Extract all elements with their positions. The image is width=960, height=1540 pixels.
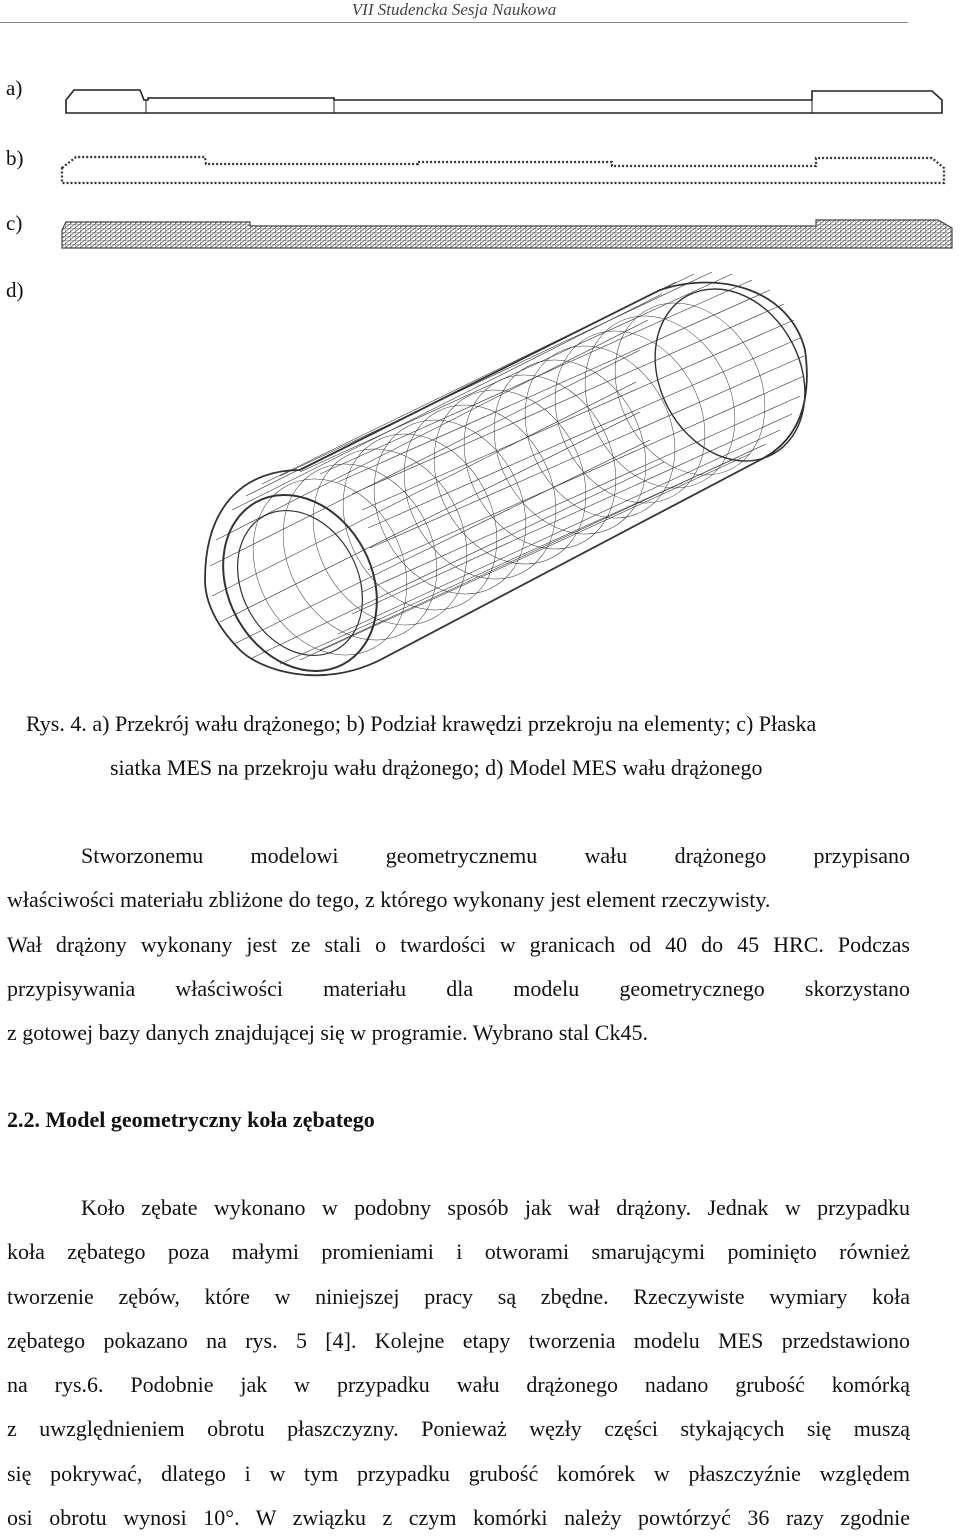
paragraph-line: na rys.6. Podobnie jak w przypadku wału drążonego nadano grubość komórką <box>7 1372 910 1398</box>
paragraph-line: przypisywania właściwości materiału dla modelu geometrycznego skorzystano <box>7 975 910 1001</box>
paragraph-line: Stworzonemu modelowi geometrycznemu wału drążonego przypisano <box>81 843 910 868</box>
paragraph-line: Koło zębate wykonano w podobny sposób jak wał drążony. Jednak w przypadku <box>81 1195 910 1220</box>
section-planar-mesh <box>62 220 952 248</box>
paragraph-line: osi obrotu wynosi 10°. W związku z czym komórki należy powtórzyć 36 razy zgodnie <box>7 1505 910 1531</box>
figure-drawings <box>0 0 960 700</box>
figure-caption-line2: siatka MES na przekroju wału drążonego; d) Model MES wału drążonego <box>110 755 763 780</box>
running-header: VII Studencka Sesja Naukowa <box>351 0 557 19</box>
section-heading: 2.2. Model geometryczny koła zębatego <box>7 1107 375 1132</box>
paragraph-gear-model <box>7 1186 910 1540</box>
shaft-section-outline <box>66 90 942 113</box>
paragraph-line: się pokrywać, dlatego i w tym przypadku grubość komórek w płaszczyźnie względem <box>7 1460 910 1486</box>
paragraph-line: zębatego pokazano na rys. 5 [4]. Kolejne etapy tworzenia modelu MES przedstawiono <box>7 1327 910 1353</box>
paragraph-line: koła zębatego poza małymi promieniami i otworami smarującymi pominięto również <box>7 1239 910 1265</box>
section-edge-division <box>62 157 944 183</box>
panel-label-a: a) <box>6 76 23 100</box>
paragraph-material-properties <box>7 834 910 1055</box>
paragraph-line: właściwości materiału zbliżone do tego, z którego wykonany jest element rzeczywisty. <box>7 887 771 913</box>
panel-label-c: c) <box>6 211 23 235</box>
paragraph-line: z gotowej bazy danych znajdującej się w programie. Wybrano stal Ck45. <box>7 1020 648 1046</box>
paragraph-line: Wał drążony wykonany jest ze stali o twardości w granicach od 40 do 45 HRC. Podczas <box>7 931 910 957</box>
panel-label-d: d) <box>6 278 24 302</box>
paragraph-line: z uwzględnieniem obrotu płaszczyzny. Ponieważ węzły części stykających się muszą <box>7 1416 910 1442</box>
paragraph-line: tworzenie zębów, które w niniejszej pracy są zbędne. Rzeczywiste wymiary koła <box>7 1283 910 1309</box>
panel-label-b: b) <box>6 146 24 170</box>
shaft-3d-fe-model <box>193 263 834 698</box>
figure-caption-line1: Rys. 4. a) Przekrój wału drążonego; b) Podział krawędzi przekroju na elementy; c) Płaska <box>26 711 817 736</box>
